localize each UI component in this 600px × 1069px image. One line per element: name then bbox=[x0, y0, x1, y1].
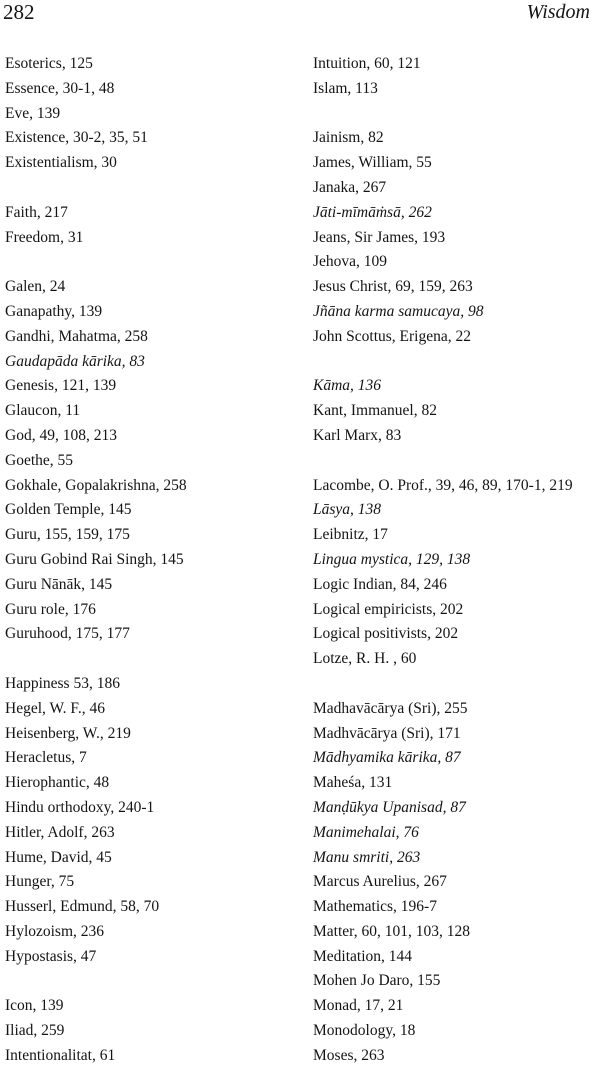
index-entry: Essence, 30-1, 48 bbox=[5, 79, 115, 97]
index-entry: Jeans, Sir James, 193 bbox=[313, 228, 446, 246]
index-entry: Lāsya, 138 bbox=[313, 501, 382, 519]
index-entry: Genesis, 121, 139 bbox=[5, 377, 117, 395]
index-entry: Guru, 155, 159, 175 bbox=[5, 526, 130, 544]
index-entry: Logical positivists, 202 bbox=[313, 625, 459, 643]
index-gap bbox=[313, 672, 573, 697]
running-title: Wisdom bbox=[526, 1, 590, 23]
index-entry: Monodology, 18 bbox=[313, 1022, 416, 1040]
index-column-right bbox=[313, 52, 573, 1069]
index-entry: Jñāna karma samucaya, 98 bbox=[313, 302, 484, 320]
index-entry: Madhvācārya (Sri), 171 bbox=[313, 724, 461, 742]
index-entry: Maheśa, 131 bbox=[313, 774, 393, 792]
index-entry: Manu smriti, 263 bbox=[313, 848, 421, 866]
index-column-left bbox=[5, 52, 187, 1069]
index-entry: Jesus Christ, 69, 159, 263 bbox=[313, 278, 473, 296]
index-entry: Kāma, 136 bbox=[313, 377, 382, 395]
index-entry: Existentialism, 30 bbox=[5, 154, 117, 172]
index-gap bbox=[313, 449, 573, 474]
index-entry: John Scottus, Erigena, 22 bbox=[313, 327, 471, 345]
index-entry: Meditation, 144 bbox=[313, 947, 413, 965]
index-entry: Marcus Aurelius, 267 bbox=[313, 873, 447, 891]
index-entry: Manḍūkya Upanisad, 87 bbox=[313, 798, 466, 816]
index-entry: Iliad, 259 bbox=[5, 1022, 65, 1040]
index-entry: Mathematics, 196-7 bbox=[313, 898, 437, 916]
index-entry: Guru Gobind Rai Singh, 145 bbox=[5, 550, 184, 568]
index-entry: Guruhood, 175, 177 bbox=[5, 625, 130, 643]
index-entry: Eve, 139 bbox=[5, 104, 61, 122]
index-entry: Mādhyamika kārika, 87 bbox=[313, 749, 461, 767]
index-entry: Glaucon, 11 bbox=[5, 402, 81, 420]
index-entry: Karl Marx, 83 bbox=[313, 426, 402, 444]
index-entry: Islam, 113 bbox=[313, 79, 378, 97]
index-entry: Manimehalai, 76 bbox=[313, 823, 419, 841]
index-entry: Kant, Immanuel, 82 bbox=[313, 402, 437, 420]
index-entry: Hylozoism, 236 bbox=[5, 922, 105, 940]
index-entry: Hierophantic, 48 bbox=[5, 774, 110, 792]
index-entry: Jainism, 82 bbox=[313, 129, 384, 147]
index-entry: Goethe, 55 bbox=[5, 451, 74, 469]
index-entry: Faith, 217 bbox=[5, 203, 68, 221]
index-entry: Heracletus, 7 bbox=[5, 749, 87, 767]
index-entry: Golden Temple, 145 bbox=[5, 501, 132, 519]
index-entry: Hegel, W. F., 46 bbox=[5, 699, 105, 717]
index-entry: God, 49, 108, 213 bbox=[5, 426, 117, 444]
index-gap bbox=[313, 102, 573, 127]
index-entry: Gaudapāda kārika, 83 bbox=[5, 352, 145, 370]
index-entry: Monad, 17, 21 bbox=[313, 997, 404, 1015]
index-entry: Leibnitz, 17 bbox=[313, 526, 388, 544]
index-entry: Heisenberg, W., 219 bbox=[5, 724, 131, 742]
index-entry: Jāti-mīmāṁsā, 262 bbox=[313, 203, 432, 221]
index-entry: Gokhale, Gopalakrishna, 258 bbox=[5, 476, 187, 494]
index-entry: Matter, 60, 101, 103, 128 bbox=[313, 922, 470, 940]
index-entry: Freedom, 31 bbox=[5, 228, 84, 246]
index-entry: Janaka, 267 bbox=[313, 178, 387, 196]
index-entry: Icon, 139 bbox=[5, 997, 64, 1015]
index-entry: Logic Indian, 84, 246 bbox=[313, 575, 447, 593]
index-entry: James, William, 55 bbox=[313, 154, 432, 172]
page-number: 282 bbox=[3, 0, 35, 24]
index-entry: Existence, 30-2, 35, 51 bbox=[5, 129, 148, 147]
index-entry: Esoterics, 125 bbox=[5, 55, 93, 72]
index-entry: Guru Nānāk, 145 bbox=[5, 575, 113, 593]
index-entry: Hindu orthodoxy, 240-1 bbox=[5, 798, 155, 816]
index-gap bbox=[5, 969, 187, 994]
index-entry: Intentionalitat, 61 bbox=[5, 1046, 116, 1064]
index-entry: Lotze, R. H. , 60 bbox=[313, 650, 417, 668]
index-gap bbox=[5, 250, 187, 275]
index-entry: Jehova, 109 bbox=[313, 253, 388, 271]
index-entry: Logical empiricists, 202 bbox=[313, 600, 464, 618]
index-entry: Lacombe, O. Prof., 39, 46, 89, 170-1, 219 bbox=[313, 476, 573, 494]
index-entry: Intuition, 60, 121 bbox=[313, 55, 421, 72]
index-gap bbox=[5, 647, 187, 672]
index-entry: Moses, 263 bbox=[313, 1046, 385, 1064]
index-entry: Happiness 53, 186 bbox=[5, 674, 120, 692]
index-entry: Guru role, 176 bbox=[5, 600, 96, 618]
index-entry: Galen, 24 bbox=[5, 278, 66, 296]
index-entry: Ganapathy, 139 bbox=[5, 302, 103, 320]
index-entry: Lingua mystica, 129, 138 bbox=[313, 550, 471, 568]
index-gap bbox=[313, 350, 573, 375]
index-gap bbox=[5, 176, 187, 201]
index-entry: Hunger, 75 bbox=[5, 873, 75, 891]
index-entry: Hume, David, 45 bbox=[5, 848, 112, 866]
index-entry: Gandhi, Mahatma, 258 bbox=[5, 327, 148, 345]
index-entry: Husserl, Edmund, 58, 70 bbox=[5, 898, 160, 916]
index-entry: Mohen Jo Daro, 155 bbox=[313, 972, 441, 990]
index-entry: Hypostasis, 47 bbox=[5, 947, 97, 965]
index-entry: Hitler, Adolf, 263 bbox=[5, 823, 115, 841]
index-entry: Madhavācārya (Sri), 255 bbox=[313, 699, 468, 717]
